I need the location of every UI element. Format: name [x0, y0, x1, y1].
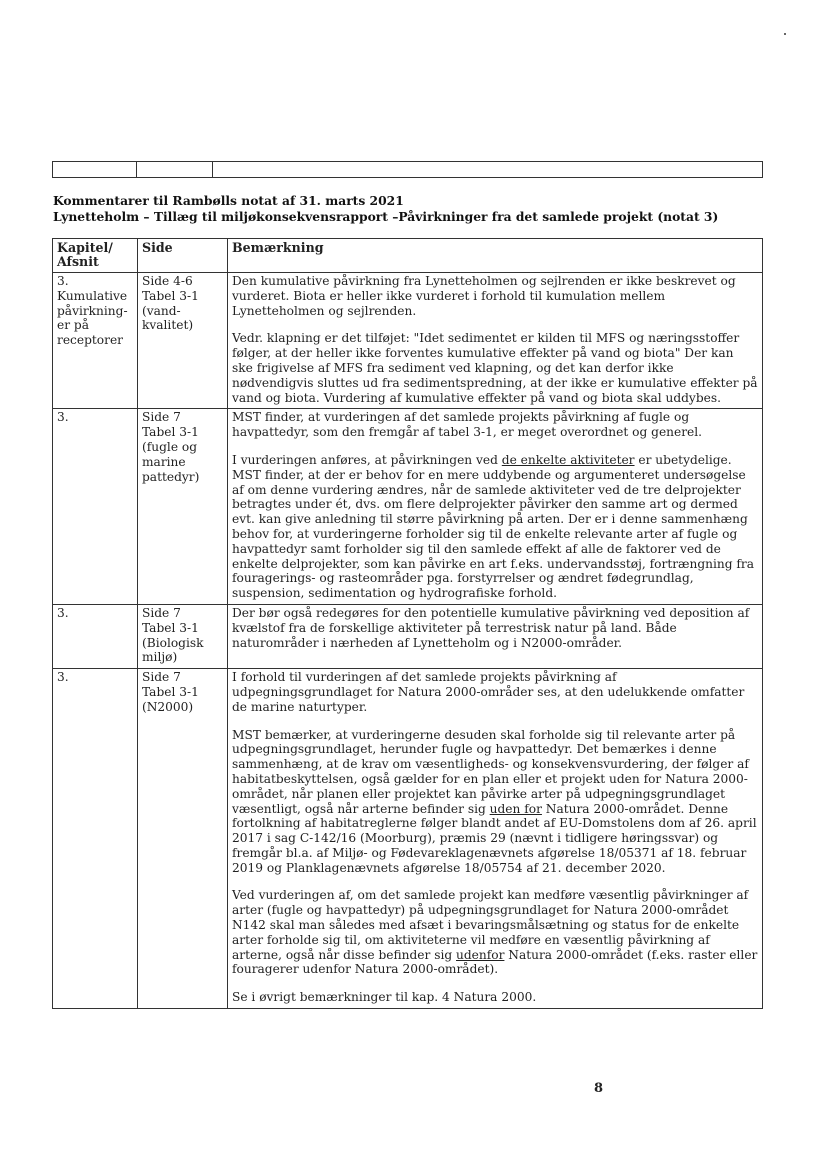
remark-cell — [228, 604, 763, 668]
remark-paragraph — [232, 888, 758, 977]
chapter-line: påvirkning- — [57, 303, 128, 318]
underlined-text: udenfor — [456, 947, 505, 962]
underlined-text: uden for — [489, 801, 542, 816]
side-cell — [138, 669, 228, 1009]
remark-paragraph: MST finder, at vurderingen af det samlede projekts påvirkning af fugle og havpattedyr, som den fremgår af tabel 3-1, er meget overordnet og generel. — [232, 410, 703, 440]
side-line: marine — [142, 454, 186, 469]
side-line: miljø) — [142, 650, 178, 665]
side-line: (vand- — [142, 303, 181, 318]
side-line: (Biologisk — [142, 635, 204, 650]
remark-text: Ved vurderingen af, om det samlede projekt kan medføre væsentlig påvirkninger af arter (fugle og havpattedyr) på udpegningsgrundlaget for Natura 2000-området N142 skal man således med afsæt i bevaringsmålsætning og status for de enkelte arter forholde sig til, om aktiviteterne vil medføre en væsentlig påvirkning af arterne, også når disse befinder sig — [232, 888, 749, 962]
remark-text: I vurderingen anføres, at påvirkningen ved — [232, 452, 502, 467]
comments-table — [52, 238, 763, 1009]
remark-text: Natura 2000-området (f.eks. raster eller fouragerer udenfor Natura 2000-området). — [232, 947, 758, 977]
side-line: Side 7 — [142, 605, 181, 620]
remark-paragraph — [232, 453, 758, 601]
remark-text: Natura 2000-området. Denne fortolkning af habitatreglerne følger blandt andet af EU-Domstolens dom af 26. april 2017 i sag C-142/16 (Moorburg), præmis 29 (nævnt i tidligere høringssvar) og fremgår bl.a. af Miljø- og Fødevareklagenævnets afgørelse 18/05371 af 18. februar 2019 og Planklagenævnets afgørelse 18/05754 af 21. december 2020. — [232, 801, 757, 875]
table-row — [53, 669, 763, 1009]
side-line: Tabel 3-1 — [142, 684, 199, 699]
chapter-cell — [53, 604, 138, 668]
page-number: 8 — [594, 1081, 604, 1096]
remark-cell — [228, 669, 763, 1009]
scan-speck — [784, 33, 786, 35]
remark-paragraph: Se i øvrigt bemærkninger til kap. 4 Natura 2000. — [232, 990, 537, 1005]
underlined-text: de enkelte aktiviteter — [501, 452, 635, 467]
heading-line-1: Kommentarer til Rambølls notat af 31. marts 2021 — [53, 193, 404, 208]
chapter-line: 3. — [57, 410, 69, 425]
side-line: Side 7 — [142, 670, 181, 685]
side-line: (fugle og — [142, 439, 198, 454]
table-row — [53, 409, 763, 605]
side-line: Tabel 3-1 — [142, 288, 199, 303]
side-cell — [138, 409, 228, 605]
header-chapter: Kapitel/ Afsnit — [53, 239, 138, 273]
chapter-line: Kumulative — [57, 288, 128, 303]
table-header-row — [53, 239, 763, 273]
remark-paragraph: Den kumulative påvirkning fra Lynetteholmen og sejlrenden er ikke beskrevet og vurderet. Biota er heller ikke vurderet i forhold til kumulation mellem Lynetteholmen og sejlrenden. — [232, 274, 736, 318]
chapter-cell — [53, 273, 138, 409]
table-row — [53, 273, 763, 409]
remark-paragraph: Der bør også redegøres for den potentielle kumulative påvirkning ved deposition af kvælstof fra de forskellige aktiviteter på terrestrisk natur på land. Både naturområder i nærheden af Lynetteholm og i N2000-områder. — [232, 605, 750, 650]
side-line: Tabel 3-1 — [142, 425, 199, 440]
side-line: Tabel 3-1 — [142, 620, 199, 635]
table-row — [53, 604, 763, 668]
remark-cell — [228, 273, 763, 409]
table-body — [53, 273, 763, 1009]
chapter-line: er på — [57, 318, 89, 333]
side-line: Side 7 — [142, 410, 181, 425]
empty-table-row — [52, 161, 763, 178]
side-cell — [138, 273, 228, 409]
remark-paragraph: Vedr. klapning er det tilføjet: "Idet sedimentet er kilden til MFS og næringsstoffer følger, at der heller ikke forventes kumulative effekter på vand og biota" Der kan ske frigivelse af MFS fra sediment ved klapning, og det kan derfor ikke nødvendigvis sluttes ud fra sedimentspredning, at der ikke er kumulative effekter på vand og biota. Vurdering af kumulative effekter på vand og biota skal uddybes. — [232, 331, 758, 405]
chapter-line: 3. — [57, 605, 69, 620]
side-line: pattedyr) — [142, 469, 200, 484]
chapter-line: 3. — [57, 670, 69, 685]
remark-paragraph: I forhold til vurderingen af det samlede projekts påvirkning af udpegningsgrundlaget for Natura 2000-områder ses, at den udelukkende omfatter de marine naturtyper. — [232, 670, 745, 714]
heading-line-2: Lynetteholm – Tillæg til miljøkonsekvensrapport –Påvirkninger fra det samlede projekt (notat 3) — [53, 209, 719, 224]
remark-text: er ubetydelige. MST finder, at der er behov for en mere uddybende og argumenteret undersøgelse af om denne vurdering ændres, når de samlede aktiviteter ved de tre delprojekter betragtes under ét, dvs. om flere delprojekter påvirker den samme art og dermed evt. kan give anledning til større påvirkning på arten. Der er i denne sammenhæng behov for, at vurderingerne forholder sig til de enkelte relevante arter af fugle og havpattedyr samt forholder sig til den samlede effekt af alle de faktorer ved de enkelte delprojekter, som kan påvirke en art f.eks. undervandsstøj, fortrængning fra fouragerings- og rasteområder pga. forstyrrelser og ændret fødegrundlag, suspension, sedimentation og hydrografiske forhold. — [232, 452, 755, 601]
chapter-cell — [53, 409, 138, 605]
side-line: Side 4-6 — [142, 274, 193, 288]
chapter-line: 3. — [57, 274, 69, 288]
side-line: kvalitet) — [142, 318, 194, 333]
chapter-cell — [53, 669, 138, 1009]
empty-cell — [53, 162, 137, 177]
empty-cell — [137, 162, 213, 177]
remark-cell — [228, 409, 763, 605]
side-line: (N2000) — [142, 699, 194, 714]
header-side: Side — [138, 239, 228, 273]
document-heading — [53, 193, 718, 225]
remark-paragraph — [232, 728, 758, 876]
header-remark: Bemærkning — [228, 239, 763, 273]
side-cell — [138, 604, 228, 668]
chapter-line: receptorer — [57, 333, 123, 348]
remark-text: MST bemærker, at vurderingerne desuden skal forholde sig til relevante arter på udpegningsgrundlaget, herunder fugle og havpattedyr. Det bemærkes i denne sammenhæng, at de krav om væsentligheds- og konsekvensvurdering, der følger af habitatbeskyttelsen, også gælder for en plan eller et projekt uden for Natura 2000-området, når planen eller projektet kan påvirke arter på udpegningsgrundlaget væsentligt, også når arterne befinder sig — [232, 727, 749, 816]
